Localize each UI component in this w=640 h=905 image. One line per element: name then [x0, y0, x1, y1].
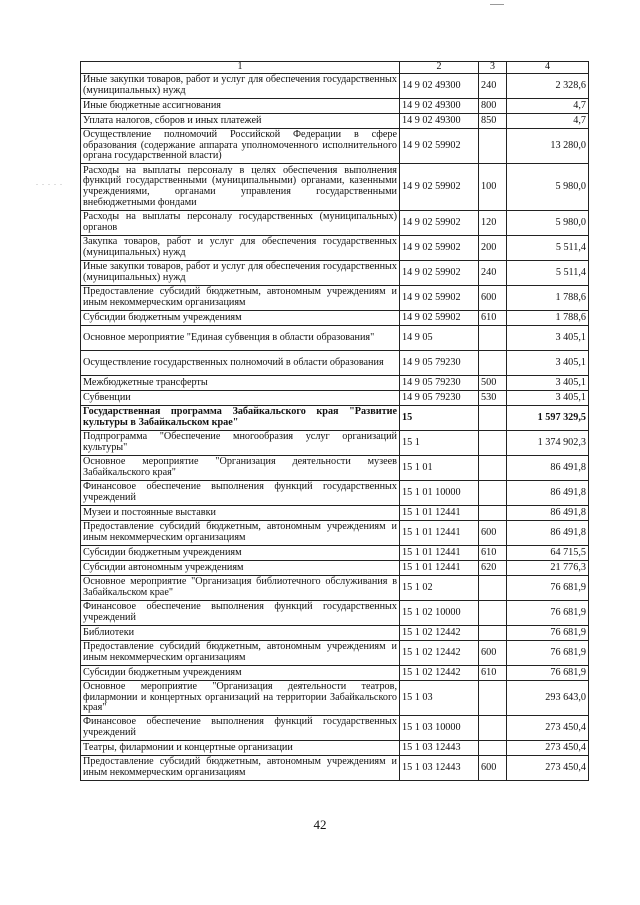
margin-scan-dots: . . . . . [36, 178, 63, 187]
row-code: 14 9 02 59902 [400, 286, 479, 311]
table-row [81, 641, 589, 666]
row-sum: 4,7 [507, 99, 589, 114]
row-name: Расходы на выплаты персоналу в целях обеспечения выполнения функций государственными (муниципальными) органами, казенными учреждениями, органами управления государственными внебюджетными фондами [81, 164, 400, 211]
table-row [81, 666, 589, 681]
row-type: 620 [479, 561, 507, 576]
row-name: Основное мероприятие "Организация деятельности театров, филармонии и концертных организаций на территории Забайкальского края" [81, 681, 400, 716]
row-code: 15 1 01 12441 [400, 506, 479, 521]
table-row [81, 506, 589, 521]
row-code: 15 1 01 [400, 456, 479, 481]
row-type [479, 481, 507, 506]
table-row [81, 741, 589, 756]
row-code: 15 1 02 12442 [400, 626, 479, 641]
table-row [81, 351, 589, 376]
row-code: 14 9 05 79230 [400, 391, 479, 406]
row-type [479, 716, 507, 741]
table-row [81, 286, 589, 311]
row-name: Межбюджетные трансферты [81, 376, 400, 391]
row-type [479, 351, 507, 376]
row-code: 15 1 01 12441 [400, 561, 479, 576]
row-sum: 5 980,0 [507, 164, 589, 211]
table-row [81, 756, 589, 781]
table-row [81, 481, 589, 506]
table-row [81, 376, 589, 391]
row-type: 800 [479, 99, 507, 114]
row-type: 200 [479, 236, 507, 261]
row-name: Предоставление субсидий бюджетным, автономным учреждениям и иным некоммерческим организациям [81, 641, 400, 666]
row-code: 15 1 03 12443 [400, 756, 479, 781]
row-sum: 76 681,9 [507, 576, 589, 601]
row-code: 15 1 02 10000 [400, 601, 479, 626]
table-row [81, 456, 589, 481]
row-type: 240 [479, 74, 507, 99]
table-row [81, 406, 589, 431]
header-col-1: 1 [81, 62, 400, 74]
table-header-row [81, 62, 589, 74]
table-row [81, 681, 589, 716]
row-name: Основное мероприятие "Организация библиотечного обслуживания в Забайкальском крае" [81, 576, 400, 601]
row-name: Предоставление субсидий бюджетным, автономным учреждениям и иным некоммерческим организациям [81, 286, 400, 311]
row-code: 15 [400, 406, 479, 431]
row-code: 14 9 02 59902 [400, 164, 479, 211]
row-name: Иные бюджетные ассигнования [81, 99, 400, 114]
table-row [81, 164, 589, 211]
row-sum: 86 491,8 [507, 521, 589, 546]
row-sum: 273 450,4 [507, 741, 589, 756]
row-name: Субсидии бюджетным учреждениям [81, 311, 400, 326]
row-type: 530 [479, 391, 507, 406]
table-row [81, 716, 589, 741]
row-sum: 5 511,4 [507, 261, 589, 286]
table-row [81, 576, 589, 601]
row-sum: 5 980,0 [507, 211, 589, 236]
row-name: Финансовое обеспечение выполнения функций государственных учреждений [81, 716, 400, 741]
row-code: 14 9 02 59902 [400, 311, 479, 326]
row-sum: 1 374 902,3 [507, 431, 589, 456]
row-sum: 76 681,9 [507, 601, 589, 626]
row-name: Иные закупки товаров, работ и услуг для обеспечения государственных (муниципальных) нужд [81, 74, 400, 99]
row-type [479, 576, 507, 601]
row-name: Осуществление полномочий Российской Федерации в сфере образования (содержание аппарата уполномоченного исполнительного органа государственной власти) [81, 129, 400, 164]
row-name: Расходы на выплаты персоналу государственных (муниципальных) органов [81, 211, 400, 236]
table-row [81, 114, 589, 129]
header-col-3: 3 [479, 62, 507, 74]
row-code: 14 9 05 79230 [400, 351, 479, 376]
row-type [479, 326, 507, 351]
row-name: Уплата налогов, сборов и иных платежей [81, 114, 400, 129]
row-name: Библиотеки [81, 626, 400, 641]
row-code: 15 1 01 12441 [400, 521, 479, 546]
row-code: 15 1 [400, 431, 479, 456]
row-sum: 86 491,8 [507, 506, 589, 521]
row-code: 15 1 03 12443 [400, 741, 479, 756]
row-name: Предоставление субсидий бюджетным, автономным учреждениям и иным некоммерческим организациям [81, 756, 400, 781]
row-name: Иные закупки товаров, работ и услуг для обеспечения государственных (муниципальных) нужд [81, 261, 400, 286]
table-row [81, 261, 589, 286]
row-name: Музеи и постоянные выставки [81, 506, 400, 521]
row-name: Субсидии бюджетным учреждениям [81, 546, 400, 561]
row-type [479, 129, 507, 164]
table-row [81, 326, 589, 351]
table-row [81, 129, 589, 164]
table-row [81, 546, 589, 561]
row-type [479, 681, 507, 716]
page-number: 42 [313, 817, 327, 832]
row-code: 14 9 05 [400, 326, 479, 351]
row-sum: 3 405,1 [507, 351, 589, 376]
row-code: 14 9 02 59902 [400, 211, 479, 236]
table-row [81, 626, 589, 641]
table-row [81, 99, 589, 114]
row-type: 600 [479, 286, 507, 311]
header-col-2: 2 [400, 62, 479, 74]
row-name: Осуществление государственных полномочий в области образования [81, 351, 400, 376]
row-code: 14 9 02 49300 [400, 114, 479, 129]
table-row [81, 521, 589, 546]
row-type: 120 [479, 211, 507, 236]
row-type [479, 406, 507, 431]
row-code: 15 1 03 10000 [400, 716, 479, 741]
row-type: 600 [479, 641, 507, 666]
row-name: Финансовое обеспечение выполнения функций государственных учреждений [81, 601, 400, 626]
row-type: 600 [479, 756, 507, 781]
table-row [81, 561, 589, 576]
row-sum: 2 328,6 [507, 74, 589, 99]
row-code: 14 9 05 79230 [400, 376, 479, 391]
row-code: 15 1 03 [400, 681, 479, 716]
row-code: 15 1 01 10000 [400, 481, 479, 506]
row-name: Финансовое обеспечение выполнения функций государственных учреждений [81, 481, 400, 506]
row-sum: 273 450,4 [507, 716, 589, 741]
corner-scan-mark [490, 4, 504, 5]
row-name: Подпрограмма "Обеспечение многообразия услуг организаций культуры" [81, 431, 400, 456]
row-type: 500 [479, 376, 507, 391]
table-row [81, 431, 589, 456]
row-sum: 1 597 329,5 [507, 406, 589, 431]
row-sum: 64 715,5 [507, 546, 589, 561]
row-name: Субвенции [81, 391, 400, 406]
row-sum: 21 776,3 [507, 561, 589, 576]
row-type: 610 [479, 666, 507, 681]
row-sum: 5 511,4 [507, 236, 589, 261]
row-sum: 273 450,4 [507, 756, 589, 781]
row-name: Субсидии автономным учреждениям [81, 561, 400, 576]
row-type: 610 [479, 546, 507, 561]
row-code: 14 9 02 49300 [400, 99, 479, 114]
row-type: 600 [479, 521, 507, 546]
row-name: Субсидии бюджетным учреждениям [81, 666, 400, 681]
row-type [479, 431, 507, 456]
row-code: 15 1 02 12442 [400, 666, 479, 681]
budget-table [80, 61, 589, 781]
row-sum: 1 788,6 [507, 311, 589, 326]
header-col-4: 4 [507, 62, 589, 74]
row-sum: 86 491,8 [507, 456, 589, 481]
row-code: 15 1 01 12441 [400, 546, 479, 561]
row-code: 14 9 02 59902 [400, 261, 479, 286]
row-sum: 76 681,9 [507, 626, 589, 641]
table-body [81, 74, 589, 781]
row-sum: 4,7 [507, 114, 589, 129]
row-name: Основное мероприятие "Единая субвенция в области образования" [81, 326, 400, 351]
row-type: 100 [479, 164, 507, 211]
row-code: 14 9 02 49300 [400, 74, 479, 99]
table-row [81, 311, 589, 326]
table-row [81, 236, 589, 261]
row-type [479, 506, 507, 521]
row-name: Государственная программа Забайкальского края "Развитие культуры в Забайкальском крае" [81, 406, 400, 431]
row-name: Закупка товаров, работ и услуг для обеспечения государственных (муниципальных) нужд [81, 236, 400, 261]
row-code: 14 9 02 59902 [400, 129, 479, 164]
row-type [479, 456, 507, 481]
row-type: 610 [479, 311, 507, 326]
row-type: 240 [479, 261, 507, 286]
row-type [479, 626, 507, 641]
row-code: 15 1 02 [400, 576, 479, 601]
row-name: Предоставление субсидий бюджетным, автономным учреждениям и иным некоммерческим организациям [81, 521, 400, 546]
row-type [479, 741, 507, 756]
table-row [81, 211, 589, 236]
row-sum: 293 643,0 [507, 681, 589, 716]
table-row [81, 391, 589, 406]
row-code: 14 9 02 59902 [400, 236, 479, 261]
row-name: Театры, филармонии и концертные организации [81, 741, 400, 756]
row-sum: 76 681,9 [507, 666, 589, 681]
row-type [479, 601, 507, 626]
row-name: Основное мероприятие "Организация деятельности музеев Забайкальского края" [81, 456, 400, 481]
row-type: 850 [479, 114, 507, 129]
row-sum: 3 405,1 [507, 326, 589, 351]
row-code: 15 1 02 12442 [400, 641, 479, 666]
table-row [81, 74, 589, 99]
row-sum: 13 280,0 [507, 129, 589, 164]
row-sum: 3 405,1 [507, 376, 589, 391]
row-sum: 1 788,6 [507, 286, 589, 311]
row-sum: 3 405,1 [507, 391, 589, 406]
row-sum: 76 681,9 [507, 641, 589, 666]
table-row [81, 601, 589, 626]
row-sum: 86 491,8 [507, 481, 589, 506]
